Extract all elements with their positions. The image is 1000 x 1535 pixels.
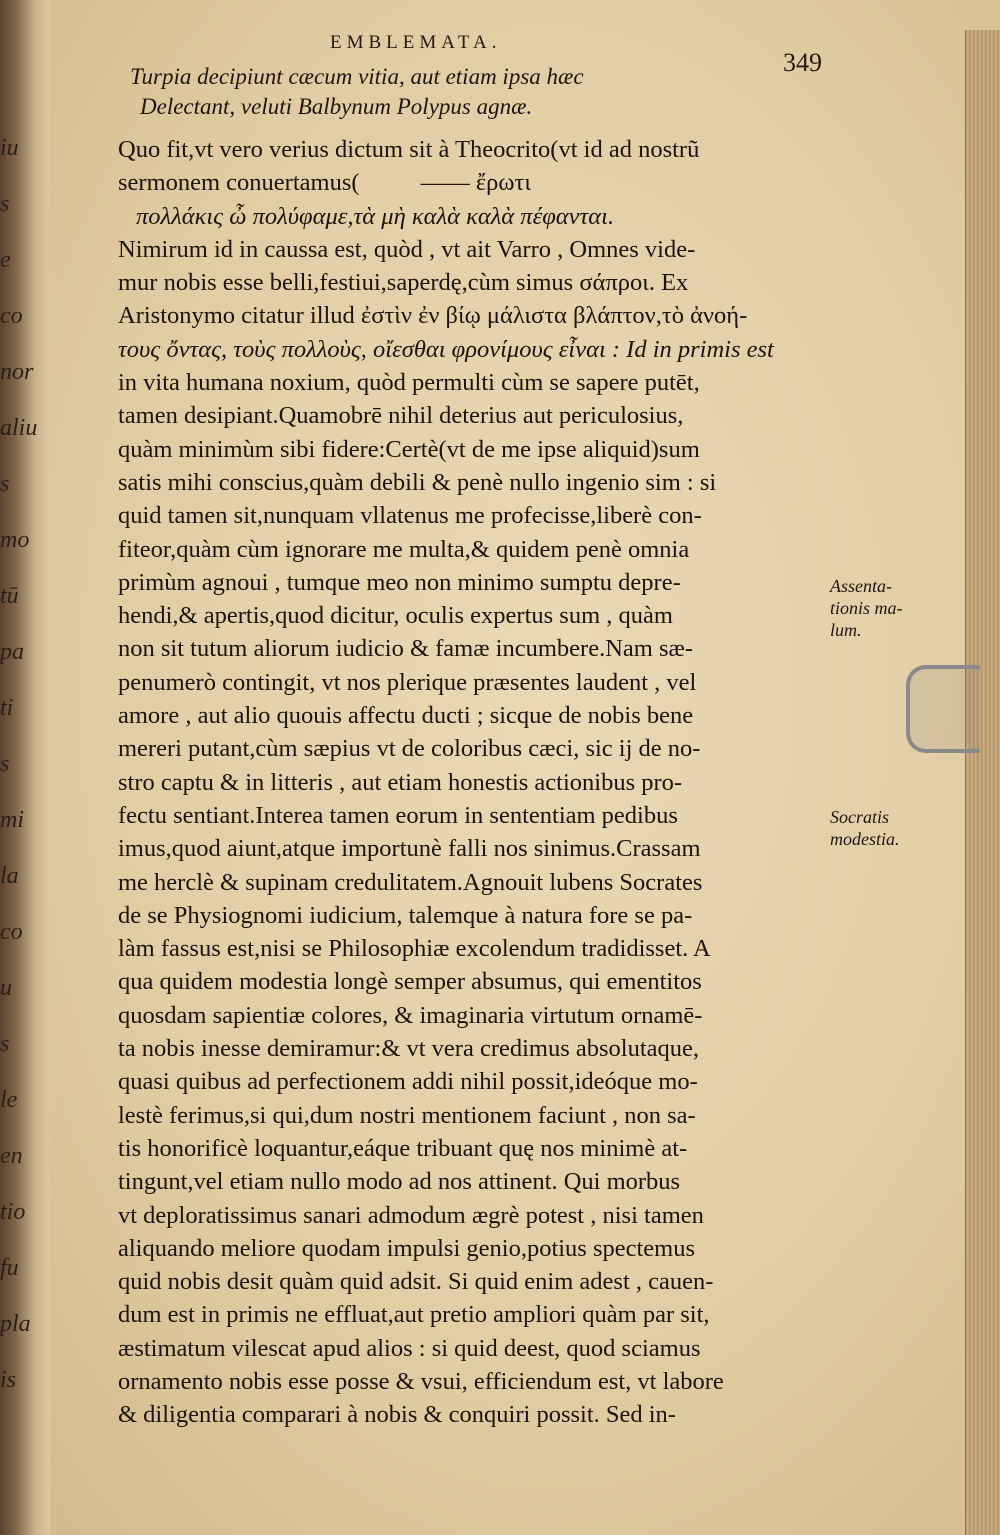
- gutter-fragment: nor: [0, 359, 34, 385]
- text-line: quasi quibus ad perfectionem addi nihil possit,ideóque mo-: [118, 1068, 698, 1096]
- gutter-fragment: s: [0, 191, 10, 217]
- text-line: Aristonymo citatur illud ἐστὶν ἐν βίῳ μάλιστα βλάπτον,τὸ ἀνοή-: [118, 302, 748, 330]
- text-line: penumerò contingit, vt nos plerique præsentes laudent , vel: [118, 668, 697, 696]
- marginal-note-socratis: [830, 806, 900, 850]
- text-line: aliquando meliore quodam impulsi genio,potius spectemus: [118, 1234, 696, 1262]
- marginal-line: lum.: [830, 620, 862, 640]
- text-line: amore , aut alio quouis affectu ducti ; sicque de nobis bene: [118, 702, 694, 730]
- verse-line: Delectant, veluti Balbynum Polypus agnæ.: [140, 94, 533, 119]
- text-line: quàm minimùm sibi fidere:Certè(vt de me ipse aliquid)sum: [118, 435, 700, 463]
- marginal-note-assentationis: [830, 575, 903, 641]
- text-line: τους ὄντας, τοὺς πολλοὺς, οἴεσθαι φρονίμους εἶναι : Id in primis est: [118, 335, 774, 363]
- gutter-fragment: mi: [0, 807, 24, 833]
- marginal-line: Socratis: [830, 807, 890, 827]
- page-fore-edge: [965, 30, 1000, 1535]
- text-line: in vita humana noxium, quòd permulti cùm se sapere putēt,: [118, 369, 700, 397]
- gutter-fragment: fu: [0, 1255, 19, 1281]
- gutter-fragment: mo: [0, 527, 30, 553]
- text-line: stro captu & in litteris , aut etiam honestis actionibus pro-: [118, 768, 683, 796]
- gutter-fragment: tū: [0, 583, 19, 609]
- text-line: hendi,& apertis,quod dicitur, oculis expertus sum , quàm: [118, 602, 673, 630]
- verse-line: Turpia decipiunt cæcum vitia, aut etiam ipsa hæc: [130, 64, 584, 89]
- text-line: πολλάκις ὦ πολύφαμε,τὰ μὴ καλὰ καλὰ πέφανται.: [136, 202, 615, 230]
- text-line: lestè ferimus,si qui,dum nostri mentionem faciunt , non sa-: [118, 1101, 696, 1129]
- gutter-fragment: aliu: [0, 415, 38, 441]
- gutter-fragment: u: [0, 975, 12, 1001]
- text-line: quid tamen sit,nunquam vllatenus me profecisse,liberè con-: [118, 502, 702, 530]
- gutter-fragment: s: [0, 751, 10, 777]
- gutter-fragment: pla: [0, 1311, 31, 1337]
- text-line: tis honorificè loquantur,eáque tribuant quę nos minimè at-: [118, 1134, 688, 1162]
- marginal-line: modestia.: [830, 829, 900, 849]
- text-line: fectu sentiant.Interea tamen eorum in sententiam pedibus: [118, 801, 678, 829]
- facing-page-gutter: [0, 0, 50, 1535]
- text-line: dum est in primis ne effluat,aut pretio ampliori quàm par sit,: [118, 1301, 710, 1329]
- text-line: æstimatum vilescat apud alios : si quid deest, quod sciamus: [118, 1334, 701, 1362]
- text-line: Quo fit,vt vero verius dictum sit à Theocrito(vt id ad nostrũ: [118, 136, 700, 163]
- marginal-line: tionis ma-: [830, 598, 903, 618]
- gutter-fragment: iu: [0, 135, 19, 161]
- text-line: primùm agnoui , tumque meo non minimo sumptu depre-: [118, 568, 681, 596]
- text-line: vt deploratissimus sanari admodum ægrè potest , nisi tamen: [118, 1201, 704, 1229]
- gutter-fragment: le: [0, 1087, 18, 1113]
- gutter-fragment: ti: [0, 695, 14, 721]
- text-line: quosdam sapientiæ colores, & imaginaria virtutum ornamē-: [118, 1001, 703, 1029]
- verse-quotation: [130, 62, 584, 122]
- facing-page-fragments: [0, 120, 44, 1420]
- gutter-fragment: e: [0, 247, 11, 273]
- running-head: EMBLEMATA.: [330, 32, 502, 53]
- text-line: ta nobis inesse demiramur:& vt vera credimus absolutaque,: [118, 1035, 700, 1063]
- text-line: mur nobis esse belli,festiui,saperdę,cùm simus σάπροι. Ex: [118, 269, 689, 297]
- text-line: làm fassus est,nisi se Philosophiæ excolendum tradidisset. A: [118, 935, 711, 963]
- gutter-fragment: s: [0, 1031, 10, 1057]
- text-line: mereri putant,cùm sæpius vt de coloribus cæci, sic ij de no-: [118, 735, 701, 763]
- text-line: Nimirum id in caussa est, quòd , vt ait Varro , Omnes vide-: [118, 235, 696, 263]
- gutter-fragment: s: [0, 471, 10, 497]
- gutter-fragment: pa: [0, 639, 24, 665]
- text-line: sermonem conuertamus( —— ἔρωτι: [118, 169, 531, 197]
- text-line: tamen desipiant.Quamobrē nihil deterius aut periculosius,: [118, 402, 684, 430]
- main-text-block: [118, 133, 823, 1432]
- page-number: 349: [783, 48, 822, 77]
- text-line: me herclè & supinam credulitatem.Agnouit lubens Socrates: [118, 868, 703, 896]
- text-line: qua quidem modestia longè semper absumus, qui ementitos: [118, 968, 702, 996]
- text-line: non sit tutum aliorum iudicio & famæ incumbere.Nam sæ-: [118, 635, 693, 663]
- gutter-fragment: en: [0, 1143, 23, 1169]
- gutter-fragment: co: [0, 919, 23, 945]
- gutter-fragment: is: [0, 1367, 17, 1393]
- text-line: de se Physiognomi iudicium, talemque à natura fore se pa-: [118, 901, 693, 929]
- gutter-fragment: la: [0, 863, 19, 889]
- text-line: tingunt,vel etiam nullo modo ad nos attinent. Qui morbus: [118, 1168, 681, 1196]
- text-line: satis mihi conscius,quàm debili & penè nullo ingenio sim : si: [118, 468, 717, 496]
- text-line: quid nobis desit quàm quid adsit. Si quid enim adest , cauen-: [118, 1268, 714, 1296]
- text-line: fiteor,quàm cùm ignorare me multa,& quidem penè omnia: [118, 535, 690, 563]
- page-clip: [906, 665, 980, 753]
- text-line: ornamento nobis esse posse & vsui, efficiendum est, vt labore: [118, 1367, 724, 1395]
- marginal-line: Assenta-: [830, 576, 892, 596]
- text-line: imus,quod aiunt,atque importunè falli nos sinimus.Crassam: [118, 835, 701, 863]
- gutter-fragment: co: [0, 303, 23, 329]
- gutter-fragment: tio: [0, 1199, 26, 1225]
- text-line: & diligentia comparari à nobis & conquiri possit. Sed in-: [118, 1401, 676, 1429]
